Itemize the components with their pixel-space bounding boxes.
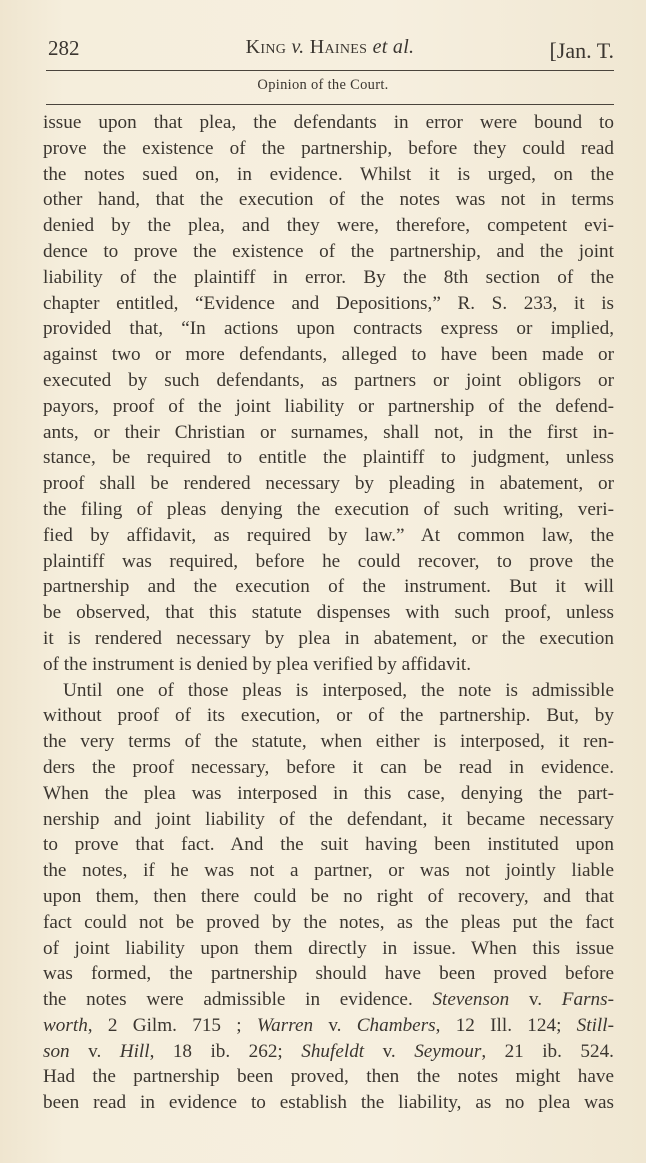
text-line: against two or more defendants, alleged to have been made or xyxy=(43,344,614,366)
case-citation-name: Shufeldt xyxy=(301,1040,365,1062)
title-party-2: Haines xyxy=(309,36,368,58)
text-line: nership and joint liability of the defendant, it became necessary xyxy=(43,808,614,830)
text-line: provided that, “In actions upon contracts express or implied, xyxy=(43,318,614,340)
citation-text: the notes were admissible in evidence. xyxy=(43,989,433,1011)
text-line: the very terms of the statute, when either is interposed, it ren- xyxy=(43,731,614,753)
text-line: be observed, that this statute dispenses with such proof, unless xyxy=(43,602,614,624)
case-citation-name: Seymour xyxy=(414,1040,482,1062)
text-line: executed by such defendants, as partners or joint obligors or xyxy=(43,369,614,391)
case-title xyxy=(46,36,614,59)
text-line: stance, be required to entitle the plaintiff to judgment, unless xyxy=(43,447,614,469)
text-line: proof shall be rendered necessary by pleading in abatement, or xyxy=(43,473,614,495)
case-citation-name: Chambers xyxy=(356,1014,436,1036)
citation-text: , 21 ib. 524. xyxy=(481,1040,614,1062)
body-text xyxy=(43,110,614,1116)
case-citation-name: Warren xyxy=(256,1014,314,1036)
title-et-al: et al. xyxy=(372,36,415,58)
case-citation-name: worth xyxy=(43,1014,88,1036)
text-line xyxy=(43,1039,614,1065)
citation-text: , 12 Ill. 124; xyxy=(435,1014,577,1036)
text-line: without proof of its execution, or of the partnership. But, by xyxy=(43,705,614,727)
text-line xyxy=(43,987,614,1013)
text-line: the notes, if he was not a partner, or was not jointly liable xyxy=(43,860,614,882)
text-line: Until one of those pleas is interposed, the note is admissible xyxy=(63,679,614,701)
text-line: issue upon that plea, the defendants in error were bound to xyxy=(43,112,614,133)
title-party-1: King xyxy=(245,36,287,58)
citation-text: v. xyxy=(69,1040,120,1062)
text-line: plaintiff was required, before he could recover, to prove the xyxy=(43,550,614,572)
case-citation-name: Hill xyxy=(119,1040,150,1062)
text-line: the notes sued on, in evidence. Whilst it is urged, on the xyxy=(43,163,614,185)
citation-text: , 2 Gilm. 715 ; xyxy=(87,1014,257,1036)
text-line: fied by affidavit, as required by law.” At common law, the xyxy=(43,524,614,546)
term-label: [Jan. T. xyxy=(549,38,614,63)
text-line: payors, proof of the joint liability or partnership of the defend- xyxy=(43,395,614,417)
case-citation-name: Stevenson xyxy=(432,989,510,1011)
case-citation-name: Farns- xyxy=(561,989,614,1011)
page-number: 282 xyxy=(48,36,80,60)
text-line: other hand, that the execution of the notes was not in terms xyxy=(43,189,614,211)
text-line xyxy=(43,1013,614,1039)
case-citation-name: son xyxy=(43,1040,70,1062)
running-header xyxy=(46,36,614,66)
subtitle-rule xyxy=(46,104,614,105)
text-line: When the plea was interposed in this case, denying the part- xyxy=(43,782,614,804)
citation-text: v. xyxy=(364,1040,415,1062)
header-rule xyxy=(46,70,614,71)
text-line: denied by the plea, and they were, therefore, competent evi- xyxy=(43,215,614,237)
text-line: fact could not be proved by the notes, as the pleas put the fact xyxy=(43,911,614,933)
text-line: been read in evidence to establish the liability, as no plea was xyxy=(43,1092,614,1114)
text-line: prove the existence of the partnership, before they could read xyxy=(43,137,614,159)
text-line: was formed, the partnership should have been proved before xyxy=(43,963,614,985)
citation-text: , 18 ib. 262; xyxy=(149,1040,302,1062)
citation-text: v. xyxy=(313,1014,357,1036)
text-line: liability of the plaintiff in error. By the 8th section of the xyxy=(43,266,614,288)
text-line: chapter entitled, “Evidence and Depositions,” R. S. 233, it is xyxy=(43,292,614,314)
text-line: ders the proof necessary, before it can be read in evidence. xyxy=(43,756,614,778)
text-line: to prove that fact. And the suit having been instituted upon xyxy=(43,834,614,856)
section-subtitle: Opinion of the Court. xyxy=(257,77,389,93)
text-line: it is rendered necessary by plea in abatement, or the execution xyxy=(43,627,614,649)
text-line: dence to prove the existence of the partnership, and the joint xyxy=(43,240,614,262)
text-line: partnership and the execution of the instrument. But it will xyxy=(43,576,614,598)
text-line: the filing of pleas denying the execution of such writing, veri- xyxy=(43,498,614,520)
text-line: ants, or their Christian or surnames, shall not, in the first in- xyxy=(43,421,614,443)
text-line: of the instrument is denied by plea verified by affidavit. xyxy=(43,653,472,675)
case-citation-name: Still- xyxy=(576,1014,614,1036)
citation-text: v. xyxy=(509,989,562,1011)
title-versus: v. xyxy=(291,36,305,58)
text-line: of joint liability upon them directly in issue. When this issue xyxy=(43,937,614,959)
text-line: Had the partnership been proved, then the notes might have xyxy=(43,1066,614,1088)
text-line: upon them, then there could be no right of recovery, and that xyxy=(43,885,614,907)
